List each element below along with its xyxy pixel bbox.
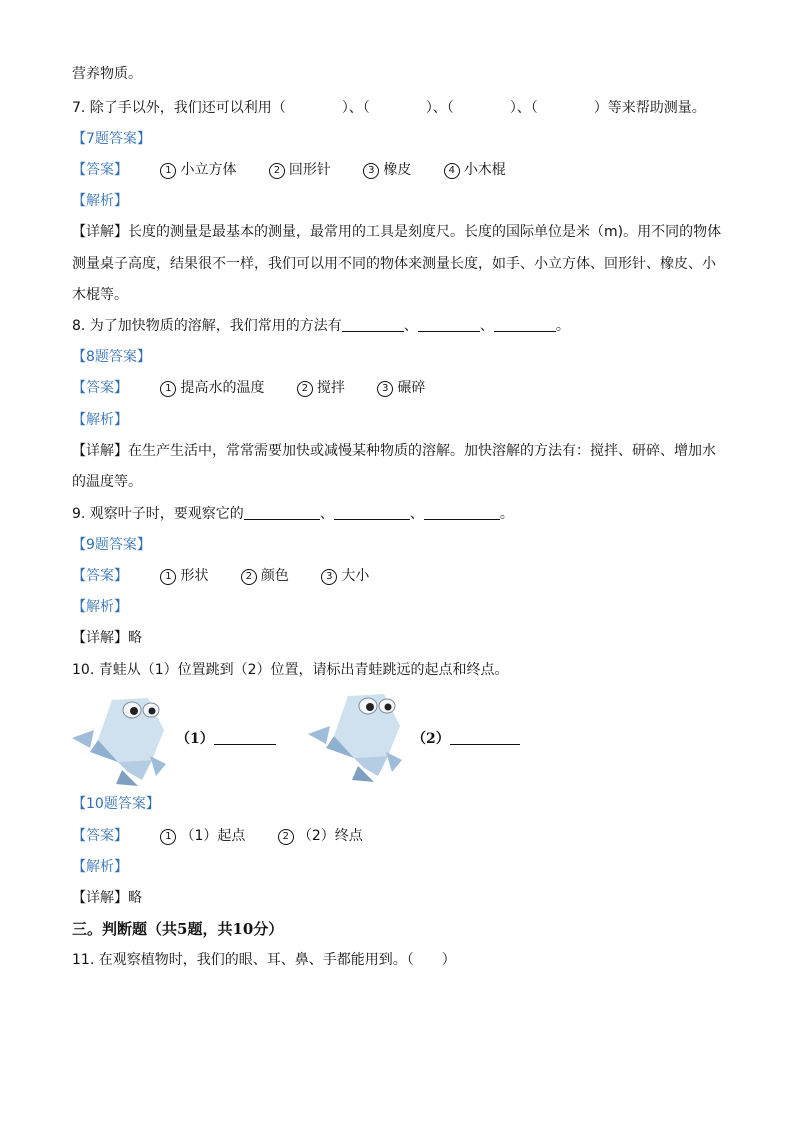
q7-analysis-label: 【解析】 xyxy=(72,193,128,209)
detail-label: 【详解】 xyxy=(72,443,128,459)
q7-detail-line-1: 【详解】长度的测量是最基本的测量，最常用的工具是刻度尺。长度的国际单位是米（m)。用不同的物体 xyxy=(72,224,722,240)
q9-stem: 9. 观察叶子时，要观察它的 xyxy=(72,506,244,522)
frog-position-2: （2） xyxy=(412,728,520,748)
circled-number: 3 xyxy=(321,569,337,585)
q8-option-3: 3 碾碎 xyxy=(377,377,425,399)
frog-image-1 xyxy=(72,690,168,790)
q9-option-2: 2 颜色 xyxy=(241,565,289,587)
q8-detail-line-2: 的温度等。 xyxy=(72,474,142,490)
answer-blank[interactable] xyxy=(334,505,410,520)
q10-answer-header: 【10题答案】 xyxy=(72,796,160,812)
circled-number: 1 xyxy=(160,381,176,397)
section-title: 三。判断题（共5题，共10分） xyxy=(72,920,284,938)
circled-number: 2 xyxy=(278,829,294,845)
question-10: 10. 青蛙从（1）位置跳到（2）位置，请标出青蛙跳远的起点和终点。 xyxy=(72,662,509,678)
detail-label: 【详解】 xyxy=(72,630,128,646)
q9-answer-header: 【9题答案】 xyxy=(72,537,151,553)
q7-sep: ）、（ xyxy=(341,100,370,116)
q8-analysis-label: 【解析】 xyxy=(72,412,128,428)
origami-frog-icon xyxy=(308,686,404,786)
answer-blank[interactable] xyxy=(418,317,480,332)
answer-blank[interactable] xyxy=(244,505,320,520)
q7-option-4: 4 小木棍 xyxy=(444,159,506,181)
answer-label: 【答案】 xyxy=(72,162,128,178)
q8-option-1: 1 提高水的温度 xyxy=(160,377,264,399)
q10-option-2: 2 （2）终点 xyxy=(278,825,363,847)
circled-number: 4 xyxy=(444,163,460,179)
answer-blank[interactable] xyxy=(214,730,276,745)
q7-detail-line-2: 测量桌子高度，结果很不一样，我们可以用不同的物体来测量长度，如手、小立方体、回形针、橡皮、小 xyxy=(72,256,716,272)
detail-label: 【详解】 xyxy=(72,890,128,906)
q7-stem-a: 7. 除了手以外，我们还可以利用（ xyxy=(72,100,286,116)
circled-number: 1 xyxy=(160,163,176,179)
q7-answer-row xyxy=(72,159,734,181)
circled-number: 3 xyxy=(363,163,379,179)
circled-number: 2 xyxy=(241,569,257,585)
answer-label: 【答案】 xyxy=(72,568,128,584)
q9-detail: 【详解】略 xyxy=(72,630,142,646)
q10-analysis-label: 【解析】 xyxy=(72,859,128,875)
circled-number: 2 xyxy=(297,381,313,397)
answer-label: 【答案】 xyxy=(72,828,128,844)
q7-stem-b: ）等来帮助测量。 xyxy=(593,100,706,116)
q9-answer-row xyxy=(72,565,734,587)
answer-blank[interactable] xyxy=(494,317,556,332)
question-9: 9. 观察叶子时，要观察它的 、 、 。 xyxy=(72,506,514,522)
q7-answer-header: 【7题答案】 xyxy=(72,131,151,147)
q8-stem: 8. 为了加快物质的溶解，我们常用的方法有 xyxy=(72,318,342,334)
q10-answer-row xyxy=(72,825,734,847)
q9-option-1: 1 形状 xyxy=(160,565,208,587)
circled-number: 1 xyxy=(160,829,176,845)
q7-detail-line-3: 木棍等。 xyxy=(72,287,128,303)
frog-image-2 xyxy=(308,686,404,786)
circled-number: 1 xyxy=(160,569,176,585)
q7-option-3: 3 橡皮 xyxy=(363,159,411,181)
answer-blank[interactable] xyxy=(450,730,520,745)
answer-blank[interactable] xyxy=(424,505,500,520)
circled-number: 3 xyxy=(377,381,393,397)
origami-frog-icon xyxy=(72,690,168,790)
answer-label: 【答案】 xyxy=(72,380,128,396)
answer-blank[interactable] xyxy=(342,317,404,332)
q7-option-1: 1 小立方体 xyxy=(160,159,236,181)
q8-answer-header: 【8题答案】 xyxy=(72,349,151,365)
detail-label: 【详解】 xyxy=(72,224,128,240)
q7-sep: ）、（ xyxy=(425,100,454,116)
question-7 xyxy=(72,97,734,119)
q10-option-1: 1 （1）起点 xyxy=(160,825,245,847)
q7-sep: ）、（ xyxy=(509,100,538,116)
question-11: 11. 在观察植物时，我们的眼、耳、鼻、手都能用到。（ ） xyxy=(72,952,456,968)
question-8: 8. 为了加快物质的溶解，我们常用的方法有 、 、 。 xyxy=(72,318,570,334)
q8-option-2: 2 搅拌 xyxy=(297,377,345,399)
q10-detail: 【详解】略 xyxy=(72,890,142,906)
q8-answer-row xyxy=(72,377,734,399)
q9-analysis-label: 【解析】 xyxy=(72,599,128,615)
circled-number: 2 xyxy=(269,163,285,179)
frog-position-1: （1） xyxy=(176,728,276,748)
q8-detail-line-1: 【详解】在生产生活中，常常需要加快或减慢某种物质的溶解。加快溶解的方法有：搅拌、研碎、增加水 xyxy=(72,443,716,459)
paragraph-fragment: 营养物质。 xyxy=(72,66,142,82)
q7-option-2: 2 回形针 xyxy=(269,159,331,181)
q9-option-3: 3 大小 xyxy=(321,565,369,587)
